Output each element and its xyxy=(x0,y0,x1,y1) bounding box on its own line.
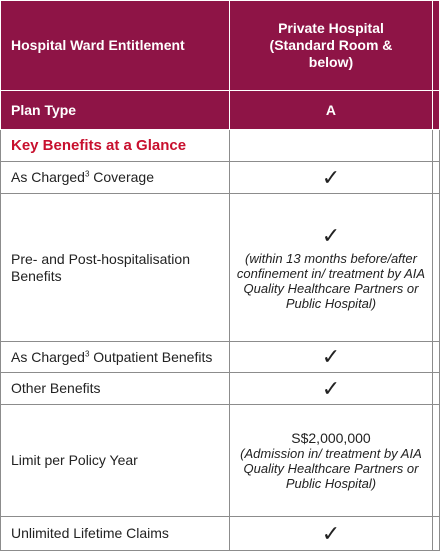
section-title-row xyxy=(1,130,440,162)
header-row xyxy=(1,1,440,91)
row-note: (Admission in/ treatment by AIA Quality Healthcare Partners or Public Hospital) xyxy=(240,446,422,491)
table-row xyxy=(1,373,440,405)
checkmark-icon: ✓ xyxy=(321,520,341,546)
row-label: Pre- and Post-hospitalisation Benefits xyxy=(1,194,230,342)
table-row xyxy=(1,194,440,342)
plan-type-label: Plan Type xyxy=(1,91,230,130)
entitlement-header: Hospital Ward Entitlement xyxy=(1,1,230,91)
table-row xyxy=(1,342,440,373)
table-row xyxy=(1,162,440,194)
checkmark-icon: ✓ xyxy=(321,164,341,190)
limit-amount: S$2,000,000 xyxy=(291,430,371,446)
table-row xyxy=(1,405,440,517)
row-note: (within 13 months before/after confinement in/ treatment by AIA Quality Healthcare Partners or Public Hospital) xyxy=(236,250,426,311)
row-label: As Charged$^3$ Coverage xyxy=(1,162,230,194)
private-hospital-header: Private Hospital (Standard Room & below) xyxy=(229,1,432,91)
row-label: As Charged$^3$ Outpatient Benefits xyxy=(1,342,230,373)
checkmark-icon: ✓ xyxy=(321,375,341,401)
plan-type-value: A xyxy=(229,91,432,130)
table-row xyxy=(1,517,440,551)
row-label: Unlimited Lifetime Claims xyxy=(1,517,230,551)
section-title: Key Benefits at a Glance xyxy=(1,130,230,162)
checkmark-icon: ✓ xyxy=(321,222,341,248)
checkmark-icon: ✓ xyxy=(321,344,341,369)
plan-type-row xyxy=(1,91,440,130)
row-label: Other Benefits xyxy=(1,373,230,405)
row-label: Limit per Policy Year xyxy=(1,405,230,517)
next-column-edge xyxy=(433,1,440,91)
